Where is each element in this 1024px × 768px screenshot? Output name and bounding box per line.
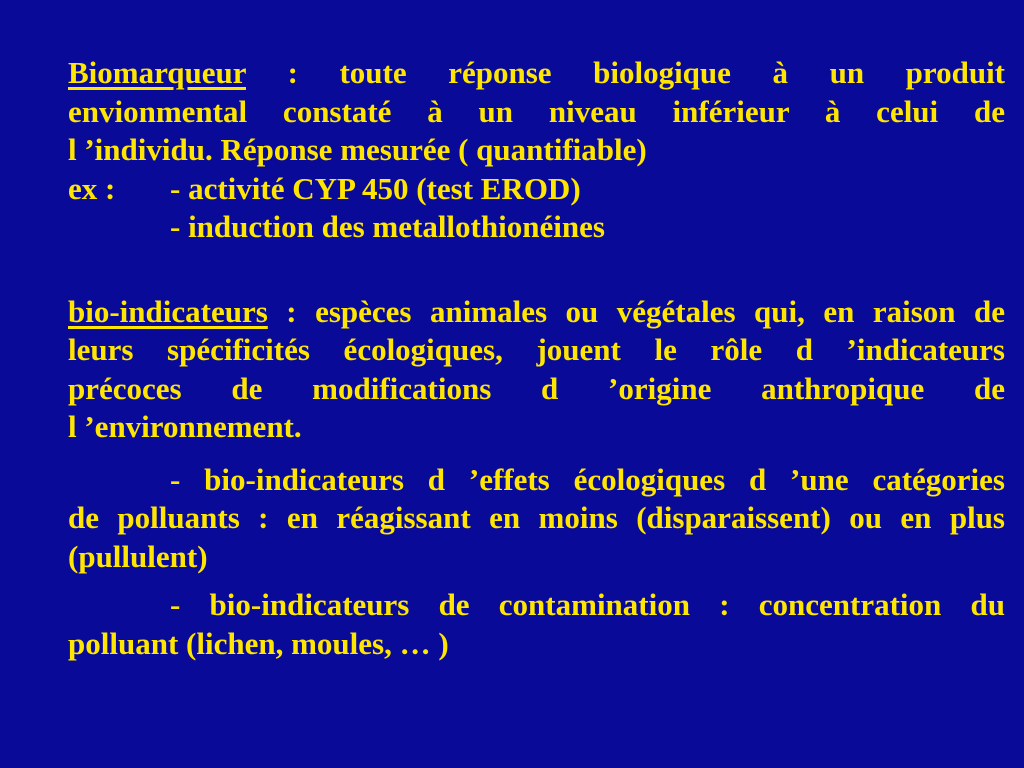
term-bio-indicateurs: bio-indicateurs bbox=[68, 293, 268, 329]
text-line: envionmental constaté à un niveau inférieur à celui de bbox=[68, 93, 1005, 129]
text-line: polluant (lichen, moules, … ) bbox=[68, 625, 449, 661]
text-line bbox=[68, 54, 1005, 93]
paragraph-bio-indicateurs-contamination bbox=[68, 586, 1005, 663]
paragraph-examples bbox=[68, 170, 1005, 247]
paragraph-biomarqueur-definition bbox=[68, 54, 1005, 170]
text-segment: : toute réponse biologique à un produit bbox=[246, 55, 1005, 90]
text-line: - bio-indicateurs d ’effets écologiques d ’une catégories bbox=[170, 461, 1005, 497]
slide-text-area bbox=[68, 54, 1005, 663]
text-line: (pullulent) bbox=[68, 538, 208, 574]
paragraph-bio-indicateurs-effets bbox=[68, 461, 1005, 577]
paragraph-bio-indicateurs-definition bbox=[68, 293, 1005, 447]
text-line bbox=[68, 170, 1005, 209]
example-item: - activité CYP 450 (test EROD) bbox=[170, 170, 581, 206]
text-line: l ’individu. Réponse mesurée ( quantifiable) bbox=[68, 132, 647, 167]
text-line: - bio-indicateurs de contamination : concentration du bbox=[170, 587, 1005, 622]
text-line: l ’environnement. bbox=[68, 409, 302, 444]
text-line: de polluants : en réagissant en moins (disparaissent) ou en plus bbox=[68, 500, 1005, 535]
text-line: précoces de modifications d ’origine anthropique de bbox=[68, 370, 1005, 406]
text-segment: : espèces animales ou végétales qui, en raison de bbox=[267, 293, 1005, 329]
text-line bbox=[68, 293, 1005, 332]
example-item: - induction des metallothionéines bbox=[170, 209, 605, 244]
text-line: leurs spécificités écologiques, jouent le rôle d ’indicateurs bbox=[68, 332, 1005, 367]
term-biomarqueur: Biomarqueur bbox=[68, 55, 246, 90]
example-label: ex : bbox=[68, 170, 116, 206]
